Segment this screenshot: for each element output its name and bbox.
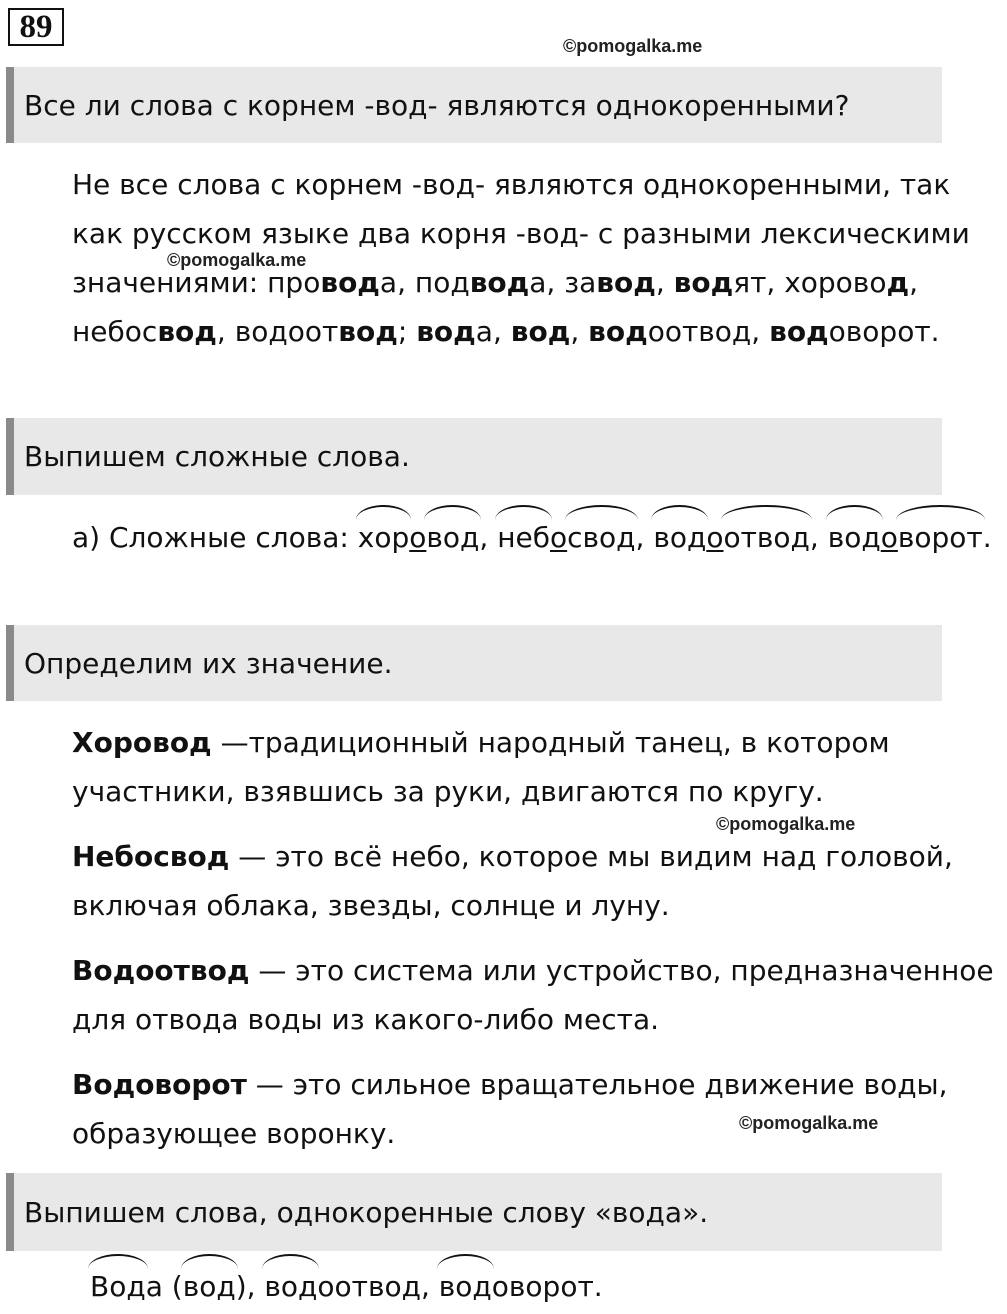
definition-text: — это система или устройство, предназначенное для отвода воды из какого-либо места. [72,954,994,1036]
answer-text: а, под [379,266,470,299]
root-arc-mark [262,1254,319,1269]
question-bar-2 [6,418,942,495]
watermark: ©pomogalka.me [716,814,856,834]
bold-root: вод [673,266,734,299]
definition-term: Водоотвод [72,954,250,987]
root-arc-mark [826,505,883,520]
watermark: ©pomogalka.me [563,36,703,56]
compound-word [828,521,983,554]
root-segment: свод [567,513,635,562]
cognate-text: оотвод, [317,1270,439,1303]
definition-term: Небосвод [72,840,230,873]
bold-root: вод [416,315,476,348]
root-arc-mark [495,505,552,520]
root-arc-mark [565,505,637,520]
bold-root: вод [320,266,380,299]
punctuation: , [635,521,654,554]
root-segment: вод [653,513,706,562]
answer-text: , водоот [216,315,339,348]
root-segment: вод [183,1262,236,1311]
task-number: 89 [8,8,64,46]
root-arc-mark [356,505,411,520]
root-arc-mark [437,1254,494,1269]
root-arc-mark [181,1254,238,1269]
root-segment: вод [426,513,479,562]
definition-term: Хоровод [72,726,212,759]
root-arc-mark [896,505,985,520]
answer-1-text [8,160,1007,356]
root-segment: вод [439,1262,492,1311]
root-arc-mark [88,1254,148,1269]
punctuation: . [982,521,992,554]
question-bar-4 [6,1173,942,1251]
definition-khorovod [8,718,1007,816]
punctuation: , [809,521,828,554]
root-arc-mark [721,505,811,520]
punctuation: , [479,521,498,554]
root-segment: неб [497,513,550,562]
root-segment: ворот [898,513,983,562]
answer-text: Не все слова с корнем -вод- являются однокоренными, так как русском языке два корня -вод- с разными лексическими значениями: про [72,168,970,299]
connecting-vowel: о [409,521,427,554]
cognate-text: а ( [145,1270,183,1303]
compound-word [358,521,480,554]
cognate-text: оворот. [491,1270,603,1303]
answer-text: а, за [529,266,597,299]
bold-root: вод [338,315,398,348]
compound-word [497,521,635,554]
answer-text: , небос [72,266,918,348]
definition-vodovorot [8,1060,1007,1158]
root-arc-mark [651,505,708,520]
root-segment: Вод [90,1262,146,1311]
answer-text: оотвод, [647,315,770,348]
cognate-text: ), [235,1270,265,1303]
bold-root: вод [469,266,530,299]
answer-4-cognates [90,1262,940,1311]
connecting-vowel: о [706,521,724,554]
answer-text: ; [397,315,417,348]
bold-root: вод [157,315,217,348]
root-segment: отвод [723,513,809,562]
bold-root: вод [510,315,571,348]
root-segment: вод [264,1262,317,1311]
root-arc-mark [424,505,481,520]
bold-root: вод [769,315,829,348]
answer-text: ят, хорово [733,266,887,299]
definition-vodootvod [8,946,1007,1044]
watermark: ©pomogalka.me [739,1113,879,1133]
definition-nebosvod [8,832,1007,930]
compound-prefix: а) Сложные слова: [72,521,358,554]
definition-text: —традиционный народный танец, в котором участники, взявшись за руки, двигаются по кругу. [72,726,890,808]
question-3-text: Определим их значение. [24,646,393,680]
question-bar-3 [6,625,942,701]
connecting-vowel: о [550,521,568,554]
bold-root: д [886,266,910,299]
root-segment: хор [358,513,409,562]
compound-word [653,521,810,554]
bold-root: вод [588,315,648,348]
bold-root: вод [596,266,656,299]
question-bar-1 [6,67,942,143]
question-4-text: Выпишем слова, однокоренные слову «вода». [24,1195,709,1229]
definition-text: — это сильное вращательное движение воды, образующее воронку. [72,1068,948,1150]
answer-2-compound-words [8,513,1007,562]
question-2-text: Выпишем сложные слова. [24,440,410,473]
definition-term: Водоворот [72,1068,247,1101]
answer-text: , [655,266,674,299]
watermark: ©pomogalka.me [167,250,307,270]
answer-text: , [570,315,589,348]
connecting-vowel: о [880,521,898,554]
root-segment: вод [828,513,881,562]
answer-text: оворот. [828,315,940,348]
definition-text: — это всё небо, которое мы видим над головой, включая облака, звезды, солнце и луну. [72,840,953,922]
question-1-text: Все ли слова с корнем -вод- являются однокоренными? [24,88,850,122]
answer-text: а, [475,315,511,348]
